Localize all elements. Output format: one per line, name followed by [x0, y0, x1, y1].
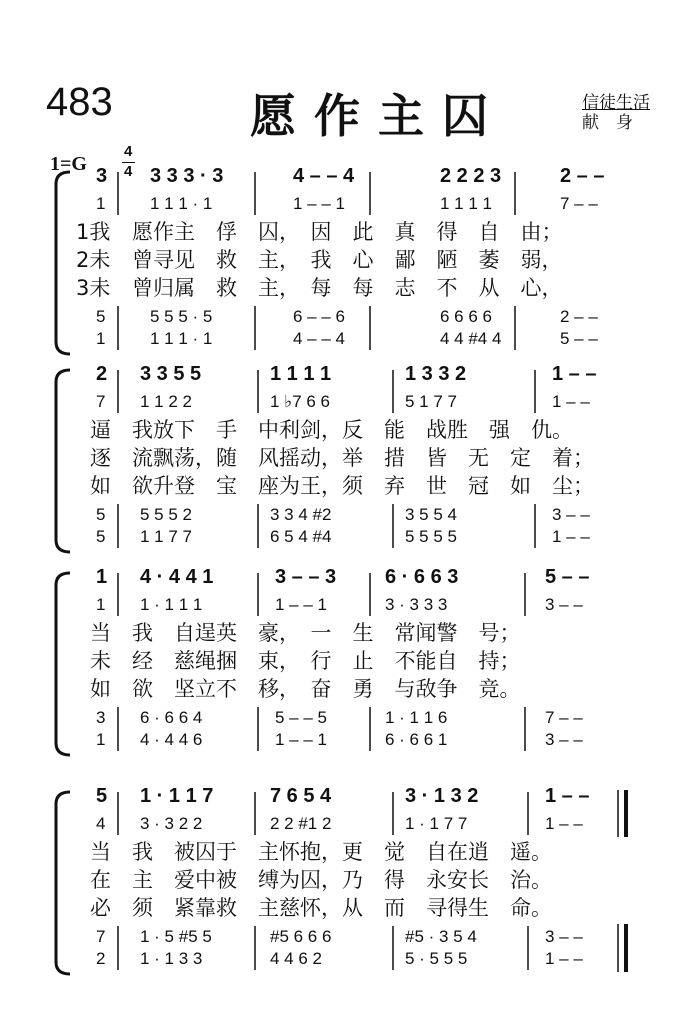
lyric-text: 未 经 慈绳捆 束， 行 止 不能自 持；: [90, 649, 521, 673]
system-brace: [56, 792, 70, 974]
note-text: 1 1 1 1: [440, 194, 492, 213]
lyric-text: 在 主 爱中被 缚为囚，乃 得 永安长 治。: [90, 868, 552, 892]
note-text: 1: [96, 730, 106, 749]
note-text: 3 – –: [545, 927, 583, 946]
note-text: 2 – –: [560, 307, 598, 326]
note-text: 4 – – 4: [293, 165, 355, 187]
note-text: 4 – – 4: [293, 329, 345, 348]
hymn-number: 483: [46, 80, 113, 124]
note-text: 3 – –: [552, 505, 590, 524]
note-text: 4 · 4 4 6: [140, 730, 203, 749]
note-text: 2 2 #1 2: [270, 814, 332, 833]
note-text: 4: [96, 814, 106, 833]
note-text: 6 · 6 6 4: [140, 708, 203, 727]
time-signature-numerator: 4: [124, 143, 133, 160]
note-text: 3 5 5 4: [405, 505, 457, 524]
note-text: 1 – –: [545, 949, 583, 968]
note-text: 1 1 1 · 1: [150, 329, 213, 348]
note-text: 5 5 5 · 5: [150, 307, 213, 326]
lyric-text: 3未: [76, 276, 111, 300]
subcategory-label: 献 身: [582, 113, 633, 132]
note-text: 6 · 6 6 3: [385, 566, 459, 588]
note-text: 1 – – 1: [293, 194, 345, 213]
note-text: 6 · 6 6 1: [385, 730, 448, 749]
lyric-text: 必 须 紧靠救 主慈怀，从 而 寻得生 命。: [90, 896, 552, 920]
lyric-text: 如 欲 坚立不 移， 奋 勇 与敌争 竞。: [90, 677, 521, 701]
lyric-text: 1我: [76, 220, 111, 244]
note-text: 1 – – 1: [275, 595, 327, 614]
note-text: 1: [96, 194, 106, 213]
lyric-text: 如 欲升登 宝 座为王，须 弃 世 冠 如 尘；: [90, 474, 594, 498]
lyric-text: 逼 我放下 手 中利剑，反 能 战胜 强 仇。: [90, 418, 573, 442]
note-text: 1 · 1 1 1: [140, 595, 203, 614]
note-text: 4 4 6 2: [270, 949, 322, 968]
note-text: 6 6 6 6: [440, 307, 492, 326]
note-text: 5 · 5 5 5: [405, 949, 468, 968]
key-signature: 1=G: [50, 153, 87, 175]
note-text: 2: [96, 949, 106, 968]
note-text: 2 2 2 3: [440, 165, 502, 187]
note-text: 1 ♭7 6 6: [270, 392, 331, 411]
note-text: 3 3 4 #2: [270, 505, 332, 524]
note-text: 7 – –: [545, 708, 583, 727]
note-text: 4 · 4 4 1: [140, 566, 214, 588]
note-text: 1 · 1 3 3: [140, 949, 203, 968]
note-text: 1 1 7 7: [140, 527, 192, 546]
note-text: #5 · 3 5 4: [405, 927, 477, 946]
note-text: 5 5 5 5: [405, 527, 457, 546]
note-text: 5: [96, 307, 106, 326]
note-text: 5: [96, 505, 106, 524]
note-text: 1: [96, 566, 108, 588]
note-text: 1 · 1 1 6: [385, 708, 448, 727]
note-text: 5: [96, 527, 106, 546]
note-text: 1 1 2 2: [140, 392, 192, 411]
note-text: 5 1 7 7: [405, 392, 457, 411]
note-text: 3 3 5 5: [140, 363, 202, 385]
note-text: 1 · 5 #5 5: [140, 927, 212, 946]
note-text: 2 – –: [560, 165, 605, 187]
note-text: 6 – – 6: [293, 307, 345, 326]
note-text: 5 5 5 2: [140, 505, 192, 524]
note-text: 4 4 #4 4: [440, 329, 502, 348]
note-text: 1 1 1 1: [270, 363, 332, 385]
note-text: 3 · 1 3 2: [405, 785, 479, 807]
lyric-text: 曾归属 救 主， 每 每 志 不 从 心，: [132, 276, 563, 300]
lyric-text: 逐 流飘荡，随 风摇动，举 措 皆 无 定 着；: [90, 446, 594, 470]
system-brace: [56, 573, 70, 755]
note-text: 1 – –: [552, 363, 597, 385]
note-text: 6 5 4 #4: [270, 527, 332, 546]
note-text: 2: [96, 363, 108, 385]
note-text: 1 1 1 · 1: [150, 194, 213, 213]
note-text: 1 3 3 2: [405, 363, 467, 385]
lyric-text: 愿作主 俘 囚， 因 此 真 得 自 由；: [132, 220, 563, 244]
note-text: 1 – – 1: [275, 730, 327, 749]
note-text: 5: [96, 785, 108, 807]
note-text: 1: [96, 595, 106, 614]
note-text: 5 – –: [545, 566, 590, 588]
system-brace: [56, 370, 70, 552]
note-text: 5 – – 5: [275, 708, 327, 727]
system-brace: [56, 172, 70, 354]
note-text: 1 · 1 1 7: [140, 785, 214, 807]
note-text: 3 · 3 2 2: [140, 814, 203, 833]
note-text: 1 – –: [545, 814, 583, 833]
lyric-text: 当 我 被囚于 主怀抱，更 觉 自在逍 遥。: [90, 840, 552, 864]
note-text: 1 – –: [545, 785, 590, 807]
note-text: 1: [96, 329, 106, 348]
note-text: 3 – –: [545, 730, 583, 749]
note-text: 3 · 3 3 3: [385, 595, 448, 614]
note-text: 7: [96, 392, 106, 411]
note-text: 3: [96, 708, 106, 727]
note-text: 1 – –: [552, 527, 590, 546]
note-text: 3 – –: [545, 595, 583, 614]
note-text: 3 3 3 · 3: [150, 165, 224, 187]
note-text: 7: [96, 927, 106, 946]
note-text: 5 – –: [560, 329, 598, 348]
lyric-text: 曾寻见 救 主， 我 心 鄙 陋 萎 弱，: [132, 248, 563, 272]
note-text: 7 6 5 4: [270, 785, 332, 807]
hymn-title: 愿作主囚: [250, 89, 506, 143]
note-text: 3 – – 3: [275, 566, 337, 588]
time-signature-denominator: 4: [124, 163, 133, 180]
lyric-text: 当 我 自逞英 豪， 一 生 常闻警 号；: [90, 621, 521, 645]
note-text: #5 6 6 6: [270, 927, 332, 946]
lyric-text: 2未: [76, 248, 111, 272]
note-text: 7 – –: [560, 194, 598, 213]
note-text: 3: [96, 165, 108, 187]
category-label: 信徒生活: [582, 93, 650, 112]
note-text: 1 · 1 7 7: [405, 814, 468, 833]
note-text: 1 – –: [552, 392, 590, 411]
